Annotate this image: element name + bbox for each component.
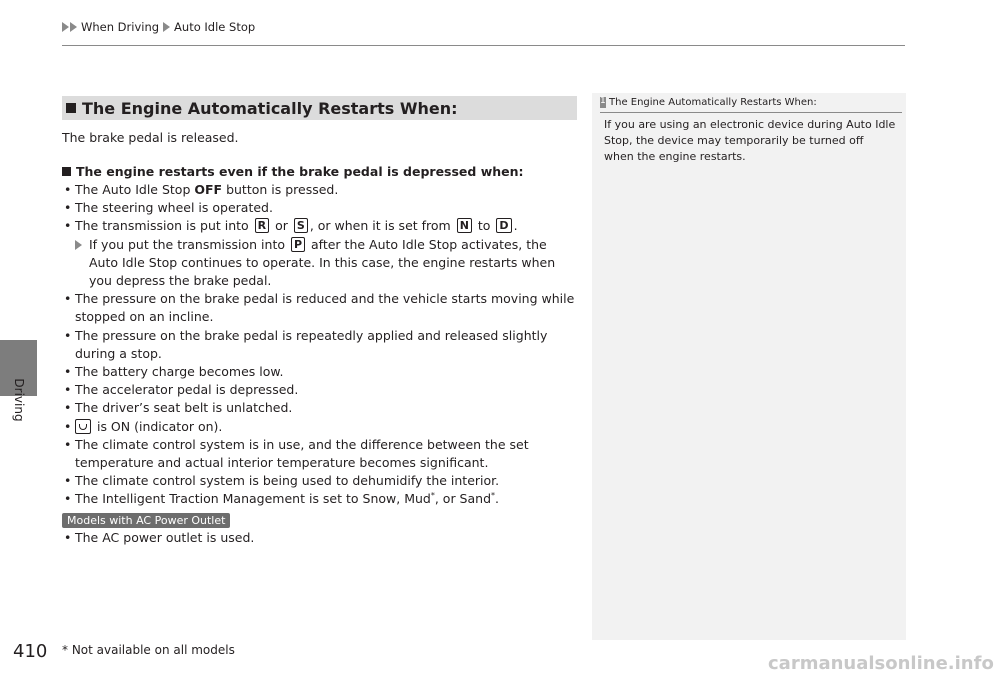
breadcrumb-separator-icon — [163, 22, 170, 32]
footnote: * Not available on all models — [62, 643, 235, 657]
breadcrumb-arrow-icon — [70, 22, 77, 32]
sidebar-note — [592, 93, 906, 640]
note — [62, 236, 577, 291]
list-item: • The driver’s seat belt is unlatched. — [62, 399, 577, 417]
list-item: • The AC power outlet is used. — [62, 529, 577, 547]
list-item-text: The Auto Idle Stop — [75, 182, 195, 197]
header-divider — [62, 45, 905, 46]
footnote-marker: * — [430, 491, 435, 501]
breadcrumb-item-auto-idle-stop[interactable]: Auto Idle Stop — [174, 20, 256, 34]
sidebar-text: If you are using an electronic device during Auto Idle Stop, the device may temporarily be turned off when the engine restarts. — [604, 118, 896, 163]
list-item: • The climate control system is being used to dehumidify the interior. — [62, 472, 577, 490]
intro-text: The brake pedal is released. — [62, 130, 239, 145]
footnote-marker: * — [491, 491, 496, 501]
sidebar-title-text: The Engine Automatically Restarts When: — [609, 97, 817, 108]
note-text: If you put the transmission into — [89, 236, 289, 252]
breadcrumb — [62, 20, 255, 34]
page-number: 410 — [13, 641, 48, 662]
list-item: • The pressure on the brake pedal is reduced and the vehicle starts moving while stopped on an incline. — [62, 290, 577, 326]
list-item: • The accelerator pedal is depressed. — [62, 381, 577, 399]
gear-key-s: S — [294, 218, 308, 233]
list-item — [62, 181, 577, 199]
model-badge: Models with AC Power Outlet — [62, 513, 230, 528]
list-item-text: to — [473, 218, 495, 234]
breadcrumb-arrow-icon — [62, 22, 69, 32]
list-item-text: button is pressed. — [222, 182, 339, 197]
off-button-label: OFF — [194, 182, 223, 197]
list-item — [62, 418, 577, 436]
front-defroster-icon — [75, 419, 91, 434]
list-item-text: , or when it is set from — [309, 218, 455, 234]
gear-key-d: D — [496, 218, 511, 233]
gear-key-p: P — [291, 237, 305, 252]
chapter-label — [4, 370, 34, 430]
list-item — [62, 217, 577, 235]
list-item-text: , or Sand — [434, 491, 492, 507]
watermark: carmanualsonline.info — [768, 653, 994, 674]
square-bullet-icon — [62, 167, 71, 176]
chapter-label-text: Driving — [12, 378, 26, 422]
list-item-text: is ON (indicator on). — [93, 418, 223, 434]
ac-outlet-list — [62, 529, 577, 547]
gear-key-r: R — [255, 218, 269, 233]
square-bullet-icon — [66, 103, 76, 113]
condition-list-continued — [62, 290, 577, 508]
section-heading — [62, 96, 577, 120]
sidebar-title — [600, 97, 906, 108]
list-item — [62, 490, 577, 508]
list-item-text: or — [271, 218, 292, 234]
list-item: • The battery charge becomes low. — [62, 363, 577, 381]
list-item: • The climate control system is in use, and the difference between the set temperature and actual interior temperature becomes significant. — [62, 436, 577, 472]
condition-list — [62, 181, 577, 236]
list-item-text: The Intelligent Traction Management is set to Snow, Mud — [75, 491, 431, 507]
list-item-text: . — [495, 491, 499, 507]
section-heading-text: The Engine Automatically Restarts When: — [82, 98, 458, 118]
breadcrumb-item-when-driving[interactable]: When Driving — [81, 20, 160, 34]
sub-heading — [62, 163, 577, 180]
list-item-text: The transmission is put into — [75, 218, 253, 234]
list-item: • The pressure on the brake pedal is repeatedly applied and released slightly during a stop. — [62, 327, 577, 363]
sidebar-divider — [600, 112, 902, 113]
gear-key-n: N — [457, 218, 472, 233]
sub-heading-text: The engine restarts even if the brake pedal is depressed when: — [76, 164, 524, 179]
list-item: • The steering wheel is operated. — [62, 199, 577, 217]
note-text: after the Auto Idle Stop activates, the Auto Idle Stop continues to operate. In this case, the engine restarts when you depress the brake pedal. — [89, 236, 556, 289]
note-arrow-icon — [75, 240, 82, 250]
reference-flag-icon — [600, 97, 606, 108]
main-content — [62, 96, 577, 547]
list-item-text: . — [513, 218, 518, 234]
